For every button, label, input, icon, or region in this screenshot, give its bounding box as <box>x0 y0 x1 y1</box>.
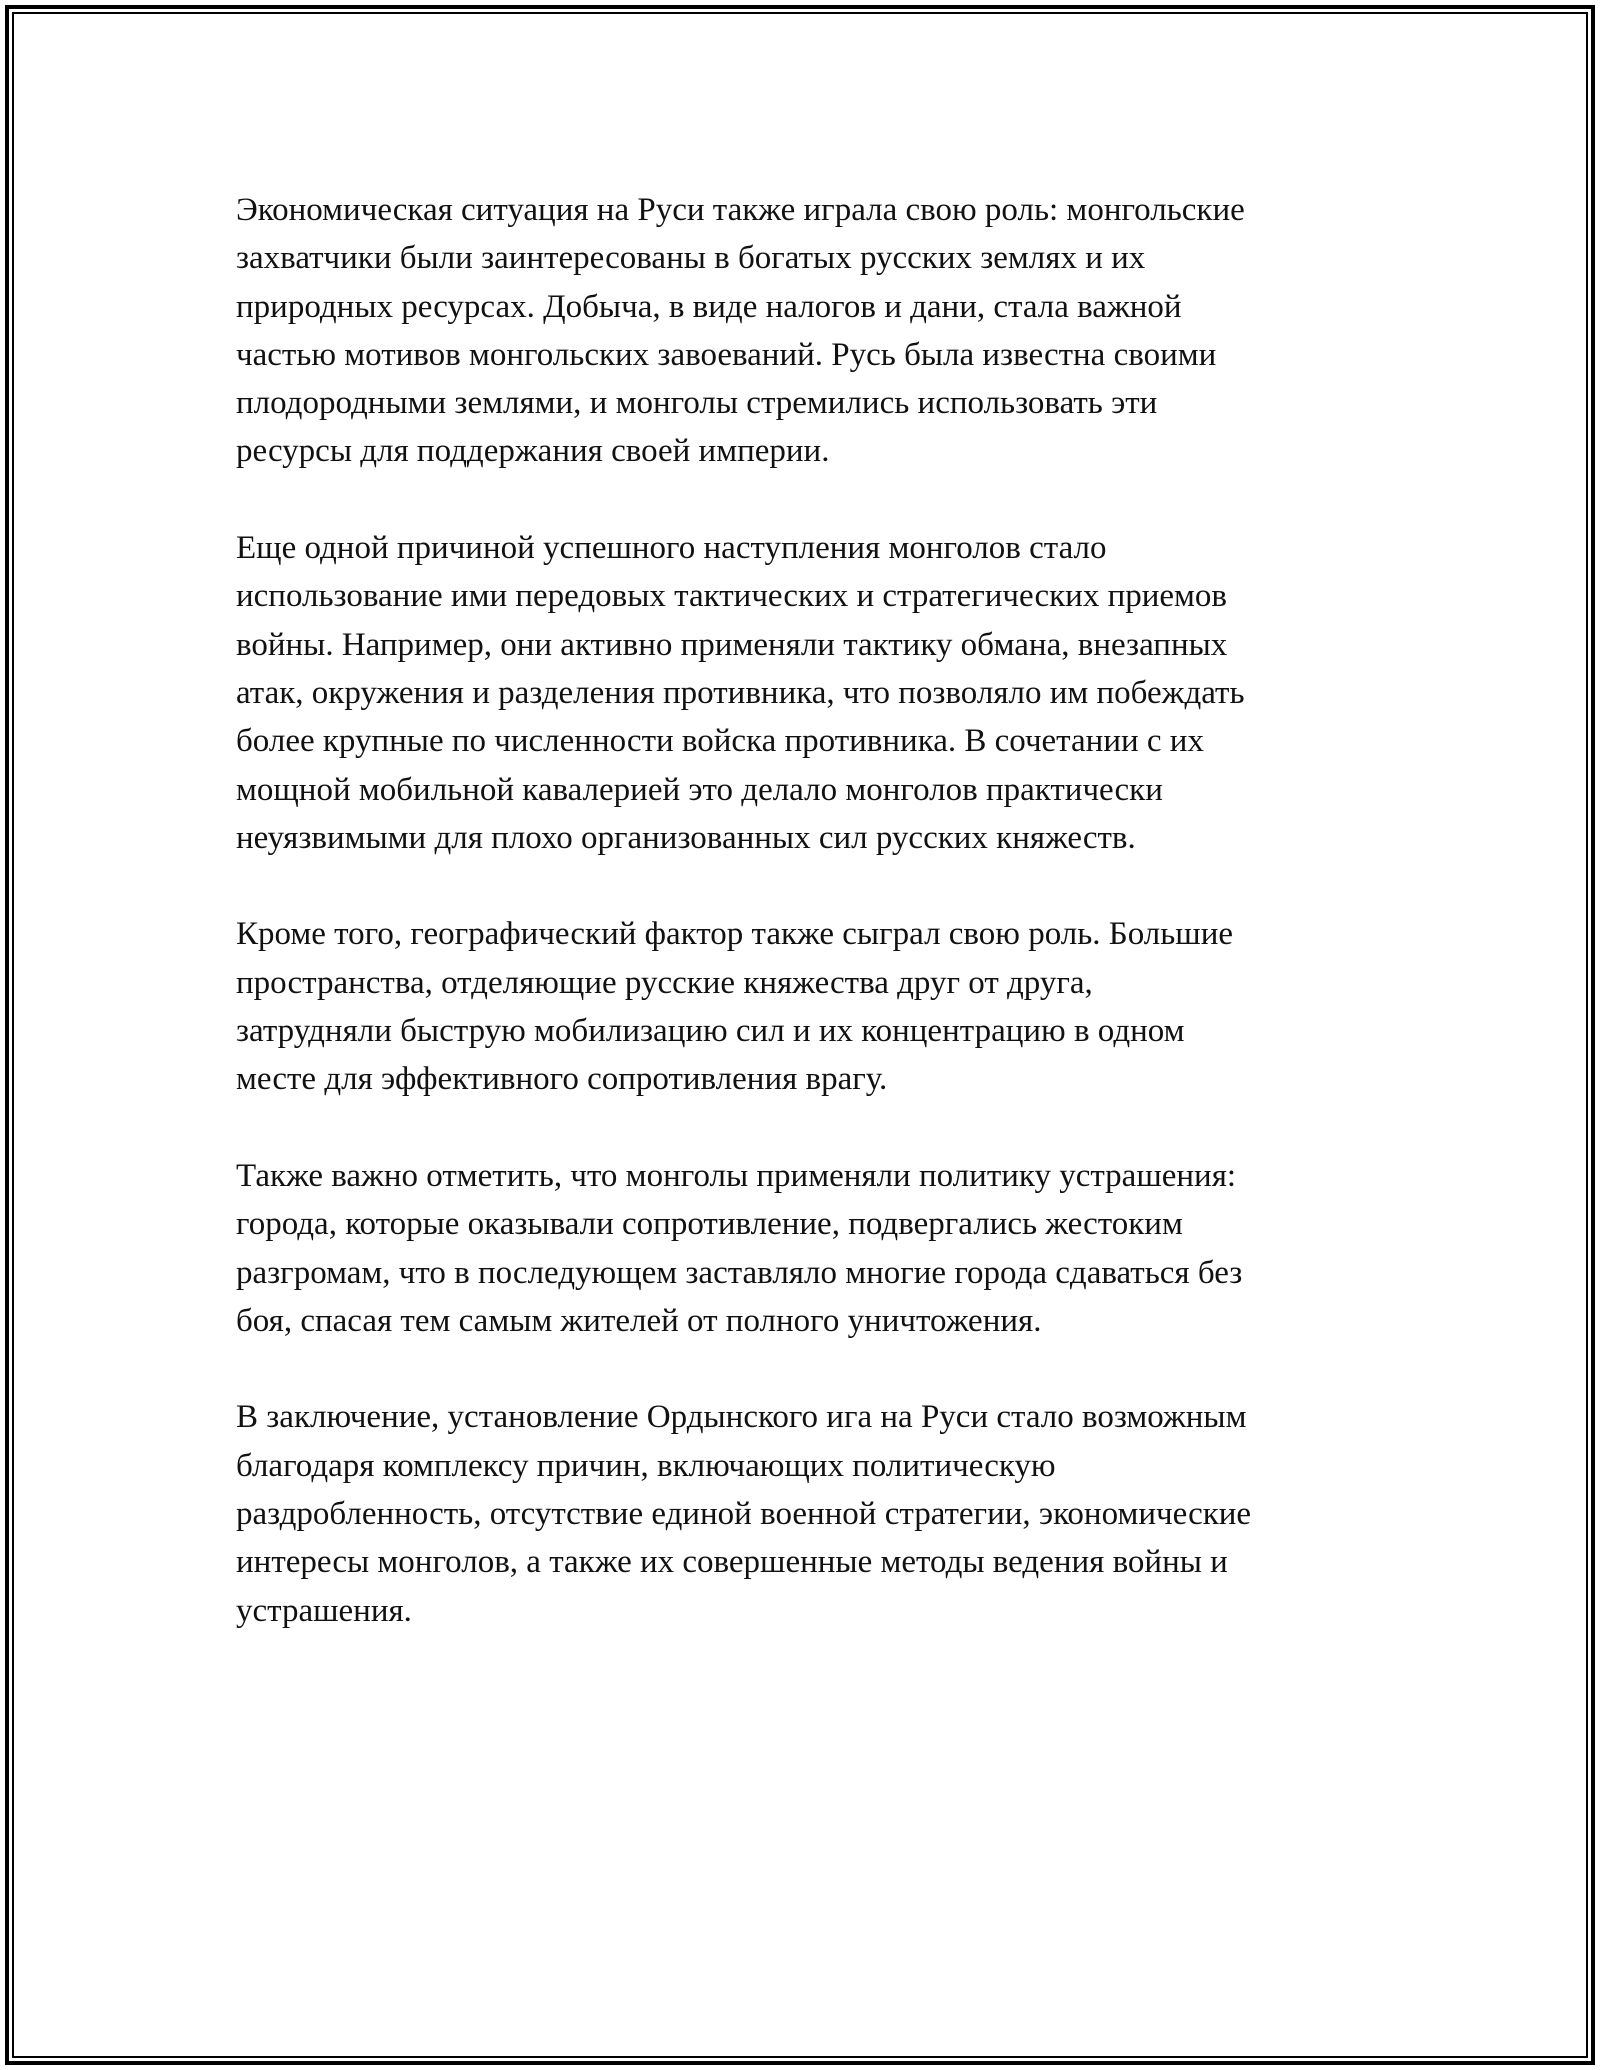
paragraph-intimidation-policy <box>236 1152 1396 1345</box>
text-line: разгромам, что в последующем заставляло многие города сдаваться без <box>236 1254 1243 1291</box>
text-line: боя, спасая тем самым жителей от полного уничтожения. <box>236 1302 1042 1339</box>
text-line: благодаря комплексу причин, включающих политическую <box>236 1447 1056 1484</box>
text-line: Кроме того, географический фактор также сыграл свою роль. Большие <box>236 916 1234 953</box>
paragraph-conclusion <box>236 1393 1396 1634</box>
text-line: города, которые оказывали сопротивление, подвергались жестоким <box>236 1206 1183 1243</box>
text-line: природных ресурсах. Добыча, в виде налогов и дани, стала важной <box>236 288 1182 325</box>
text-line: Еще одной причиной успешного наступления монголов стало <box>236 530 1107 567</box>
text-line: плодородными землями, и монголы стремились использовать эти <box>236 385 1158 422</box>
text-line: ресурсы для поддержания своей империи. <box>236 433 830 470</box>
text-line: пространства, отделяющие русские княжества друг от друга, <box>236 964 1093 1001</box>
text-line: затрудняли быструю мобилизацию сил и их концентрацию в одном <box>236 1013 1185 1050</box>
text-line: месте для эффективного сопротивления врагу. <box>236 1061 888 1098</box>
document-body <box>236 186 1396 1683</box>
text-line: мощной мобильной кавалерией это делало монголов практически <box>236 771 1163 808</box>
text-line: интересы монголов, а также их совершенные методы ведения войны и <box>236 1544 1228 1581</box>
text-line: войны. Например, они активно применяли тактику обмана, внезапных <box>236 626 1228 663</box>
text-line: частью мотивов монгольских завоеваний. Русь была известна своими <box>236 336 1217 373</box>
text-line: захватчики были заинтересованы в богатых русских землях и их <box>236 240 1146 277</box>
text-line: использование ими передовых тактических и стратегических приемов <box>236 578 1227 615</box>
paragraph-economic-situation <box>236 186 1396 476</box>
text-line: В заключение, установление Ордынского ига на Руси стало возможным <box>236 1399 1247 1436</box>
text-line: неуязвимыми для плохо организованных сил русских княжеств. <box>236 819 1136 856</box>
text-line: устрашения. <box>236 1592 412 1629</box>
text-line: Также важно отметить, что монголы применяли политику устрашения: <box>236 1157 1237 1194</box>
text-line: раздробленность, отсутствие единой военной стратегии, экономические <box>236 1496 1252 1533</box>
paragraph-geographic-factor <box>236 910 1396 1103</box>
paragraph-military-tactics <box>236 524 1396 862</box>
text-line: атак, окружения и разделения противника, что позволяло им побеждать <box>236 674 1245 711</box>
text-line: более крупные по численности войска противника. В сочетании с их <box>236 723 1204 760</box>
text-line: Экономическая ситуация на Руси также играла свою роль: монгольские <box>236 192 1245 228</box>
